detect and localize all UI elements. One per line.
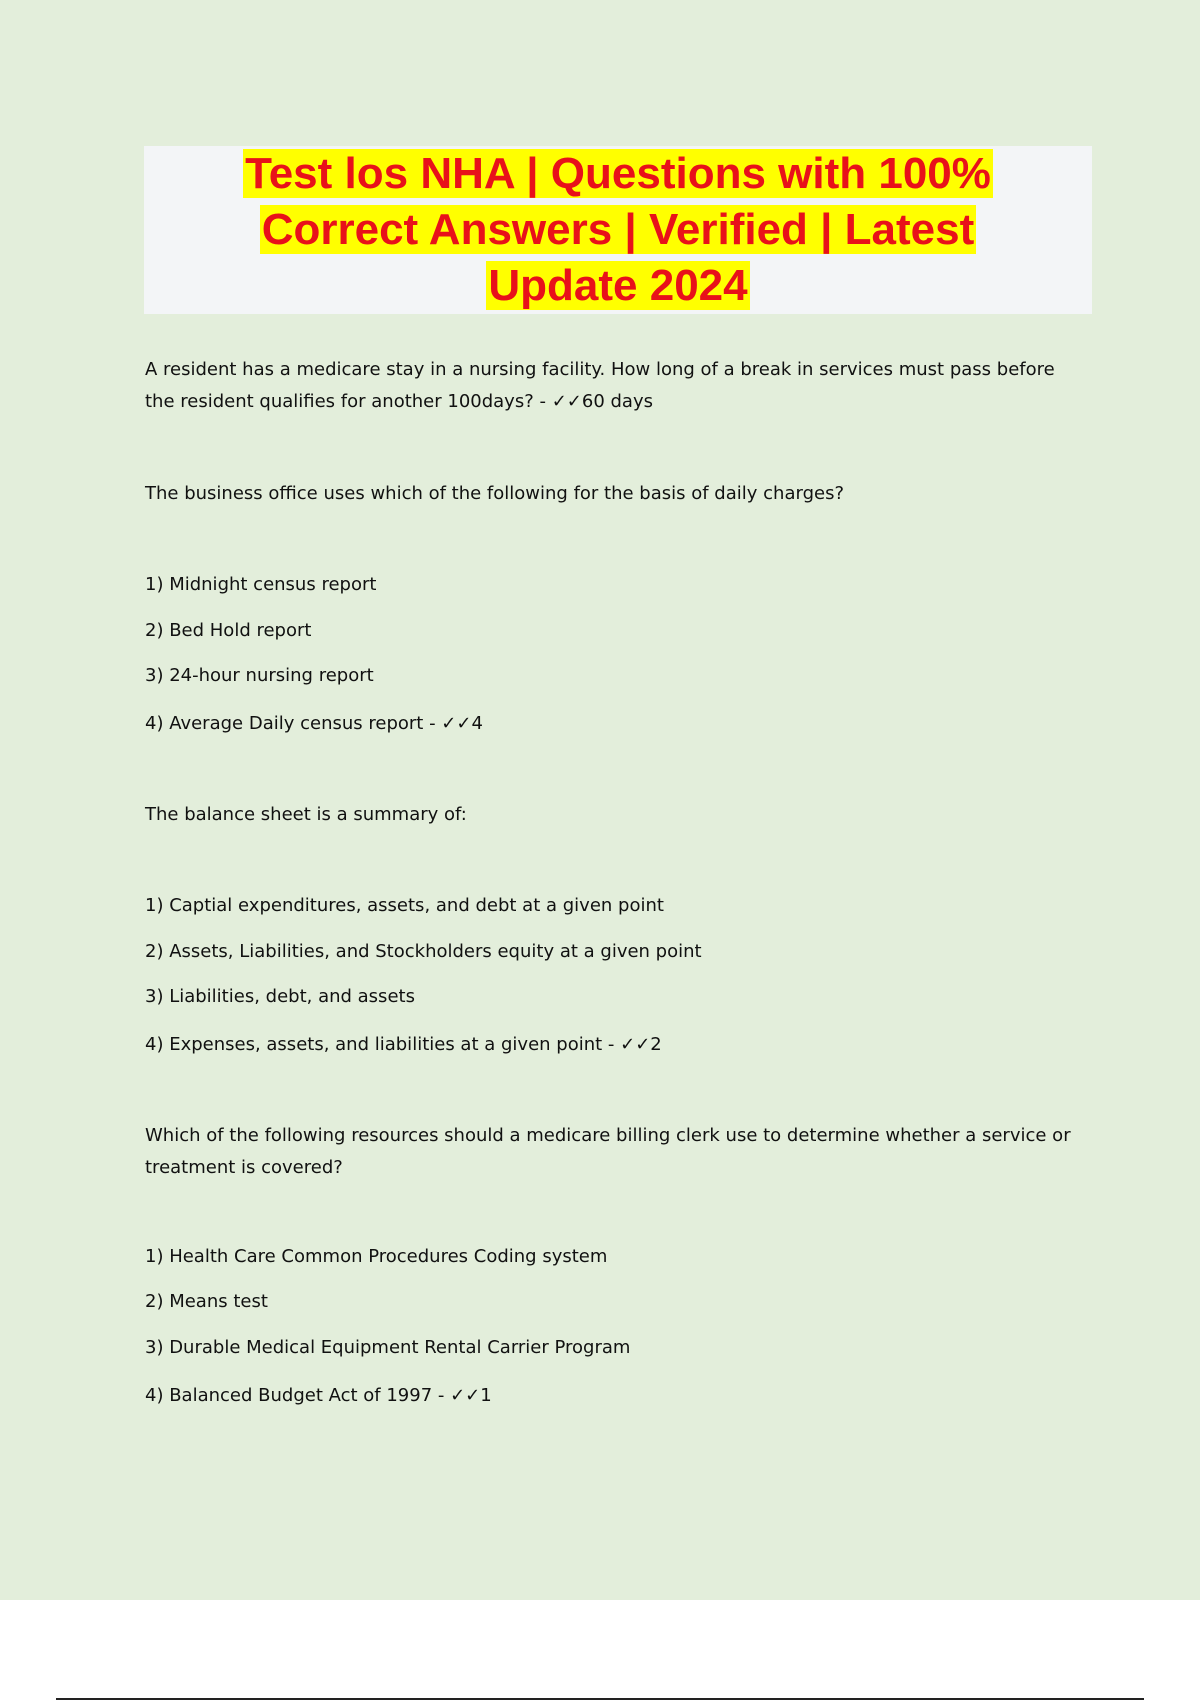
question-4-option-2: 2) Means test <box>145 1291 268 1312</box>
question-4-option-1: 1) Health Care Common Procedures Coding system <box>145 1246 608 1267</box>
question-3-option-2: 2) Assets, Liabilities, and Stockholders equity at a given point <box>145 941 702 962</box>
question-4-option-3: 3) Durable Medical Equipment Rental Carrier Program <box>145 1337 631 1358</box>
question-4-text: Which of the following resources should a medicare billing clerk use to determine whether a service or treatment is covered? <box>145 1125 1071 1178</box>
page-footer <box>0 1600 1200 1700</box>
question-2-option-3: 3) 24-hour nursing report <box>145 665 374 686</box>
question-3-option-1: 1) Captial expenditures, assets, and debt at a given point <box>145 895 664 916</box>
question-2-option-4: 4) Average Daily census report - ✓✓4 <box>145 713 483 734</box>
document-title <box>188 146 1048 314</box>
question-2-option-2: 2) Bed Hold report <box>145 620 312 641</box>
question-3-text: The balance sheet is a summary of: <box>145 804 467 825</box>
question-2-text: The business office uses which of the following for the basis of daily charges? <box>145 483 844 504</box>
question-4-option-4: 4) Balanced Budget Act of 1997 - ✓✓1 <box>145 1385 492 1406</box>
question-1-text: A resident has a medicare stay in a nursing facility. How long of a break in services must pass before the resident qualifies for another 100days? - ✓✓60 days <box>145 359 1055 412</box>
document-title-box <box>144 146 1092 314</box>
question-2-option-1: 1) Midnight census report <box>145 574 377 595</box>
title-line-3: Update 2024 <box>488 261 748 310</box>
title-line-1: Test los NHA | Questions with 100% <box>245 149 991 198</box>
title-line-2: Correct Answers | Verified | Latest <box>261 205 975 254</box>
question-3-option-4: 4) Expenses, assets, and liabilities at a given point - ✓✓2 <box>145 1034 662 1055</box>
question-3-option-3: 3) Liabilities, debt, and assets <box>145 986 415 1007</box>
